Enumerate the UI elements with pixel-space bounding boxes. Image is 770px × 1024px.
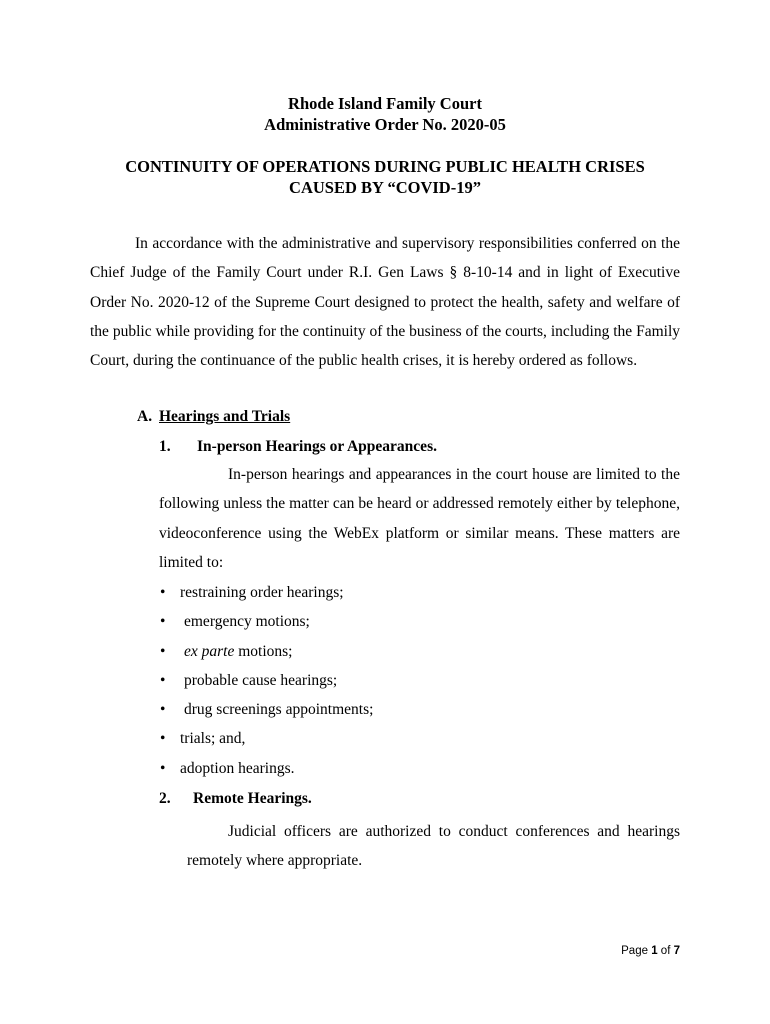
list-item (160, 666, 373, 695)
page-label: Page (621, 945, 648, 957)
item-2-title: Remote Hearings. (193, 790, 312, 807)
section-a-heading (137, 406, 290, 428)
order-number: Administrative Order No. 2020-05 (264, 115, 506, 134)
current-page: 1 (651, 945, 658, 957)
list-item-italic-text: ex parte (184, 642, 235, 660)
list-item (160, 578, 373, 607)
document-heading-line-2: CAUSED BY “COVID-19” (289, 178, 481, 197)
court-name: Rhode Island Family Court (288, 94, 482, 113)
list-item (160, 695, 373, 724)
bullet-icon: • (160, 584, 166, 601)
item-1-title: In-person Hearings or Appearances. (197, 438, 437, 455)
list-item-text: probable cause hearings; (184, 671, 338, 689)
list-item (160, 724, 373, 753)
list-item (160, 637, 373, 666)
item-1-number: 1. (159, 438, 171, 455)
item-1-heading (159, 436, 437, 458)
section-title: Hearings and Trials (159, 408, 291, 425)
list-item-text: restraining order hearings; (180, 584, 344, 601)
list-item-text: emergency motions; (184, 613, 310, 631)
bullet-list (160, 578, 373, 783)
list-item-text: adoption hearings. (180, 759, 295, 777)
intro-paragraph: In accordance with the administrative and supervisory responsibilities conferred on the Chief Judge of the Family Court under R.I. Gen Laws § 8-10-14 and in light of Executive Order No. 2020-12 of the Supreme Court designed to protect the health, safety and welfare of the public while providing for the continuity of the business of the courts, including the Family Court, during the continuance of the public health crises, it is hereby ordered as follows. (90, 235, 680, 370)
list-item (160, 607, 373, 636)
total-pages: 7 (673, 945, 680, 957)
list-item-text: trials; and, (180, 730, 246, 748)
bullet-icon: • (160, 613, 166, 631)
item-2-heading (159, 788, 312, 810)
bullet-icon: • (160, 730, 166, 748)
item-1-paragraph: In-person hearings and appearances in the court house are limited to the following unless the matter can be heard or addressed remotely either by telephone, videoconference using the WebEx platform or similar means. These matters are limited to: (159, 466, 680, 571)
list-item-text: motions; (234, 642, 293, 660)
bullet-icon: • (160, 701, 166, 719)
section-letter: A. (137, 408, 153, 425)
item-2-number: 2. (159, 790, 171, 807)
bullet-icon: • (160, 671, 166, 689)
document-heading-line-1: CONTINUITY OF OPERATIONS DURING PUBLIC HEALTH CRISES (125, 157, 645, 176)
bullet-icon: • (160, 759, 166, 777)
list-item (160, 754, 373, 783)
bullet-icon: • (160, 642, 166, 660)
list-item-text: drug screenings appointments; (184, 701, 374, 719)
page-number (621, 943, 680, 959)
item-2-paragraph: Judicial officers are authorized to conduct conferences and hearings remotely where appropriate. (187, 823, 680, 870)
of-label: of (660, 945, 671, 957)
